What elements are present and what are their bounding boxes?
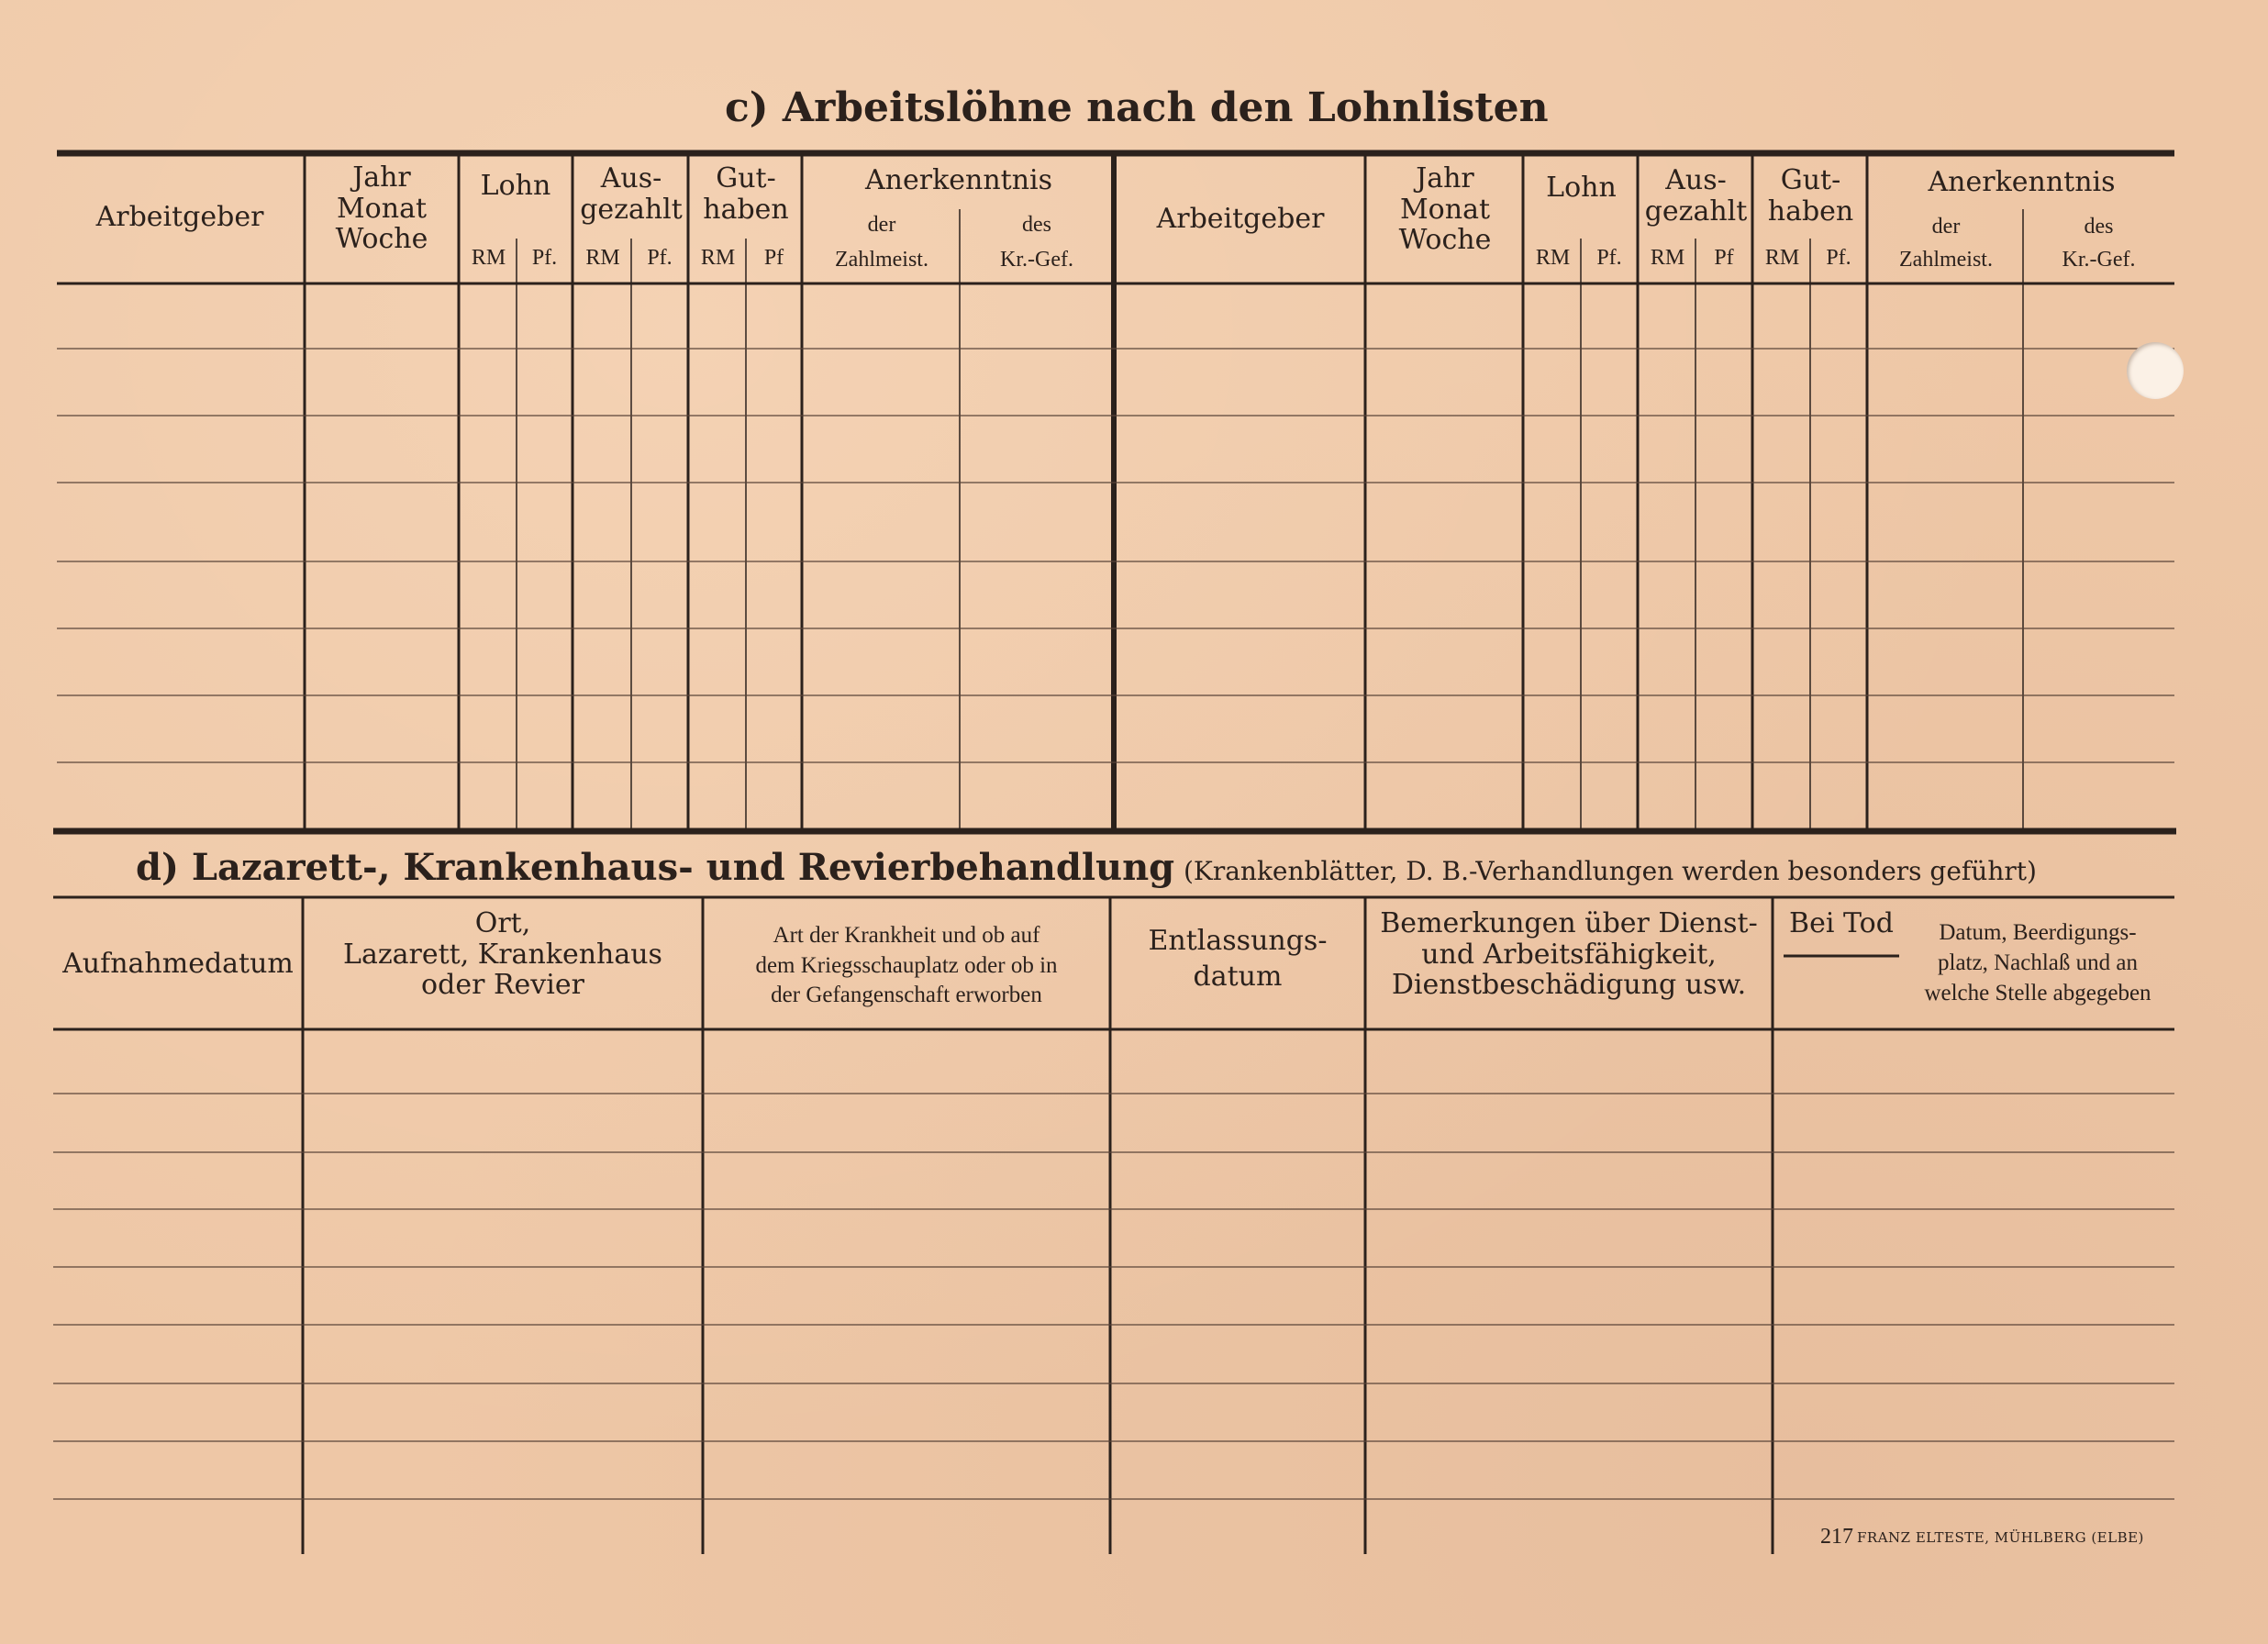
- printer-imprint: FRANZ ELTESTE, MÜHLBERG (ELBE): [1857, 1529, 2144, 1546]
- header-art-line1: Art der Krankheit und ob auf: [773, 923, 1040, 948]
- header-guthaben-right: [1754, 165, 1867, 227]
- header-monat: Monat: [336, 192, 428, 225]
- header-ausgezahlt-pf-left: Pf.: [647, 246, 673, 270]
- header-guthaben-rm-right: RM: [1764, 246, 1800, 270]
- header-datum-beerdigung: [1901, 917, 2174, 1008]
- header-bemerkungen: [1367, 908, 1771, 1001]
- punch-hole: [2127, 342, 2184, 399]
- header-woche: Woche: [335, 223, 428, 256]
- header-des-left: des: [1022, 213, 1051, 237]
- header-monat: Monat: [1399, 193, 1491, 226]
- header-entlassungsdatum: [1112, 923, 1363, 994]
- header-jahr-monat-woche-right: [1367, 163, 1523, 256]
- header-dat-line3: welche Stelle abgegeben: [1924, 981, 2151, 1005]
- header-art-der-krankheit: [705, 921, 1108, 1011]
- header-jahr-monat-woche-left: [306, 162, 457, 255]
- header-anerkenntnis-left: Anerkenntnis: [864, 164, 1053, 196]
- header-gezahlt: gezahlt: [1644, 194, 1748, 228]
- header-bem-line2: und Arbeitsfähigkeit,: [1421, 938, 1717, 971]
- header-entl-line2: datum: [1193, 961, 1283, 993]
- header-dat-line2: platz, Nachlaß und an: [1938, 950, 2138, 975]
- header-aus: Aus-: [1665, 164, 1727, 196]
- header-gut: Gut-: [1780, 164, 1841, 196]
- header-bem-line3: Dienstbeschädigung usw.: [1391, 969, 1747, 1002]
- header-art-line3: der Gefangenschaft erworben: [771, 983, 1042, 1007]
- header-ausgezahlt-rm-left: RM: [585, 246, 620, 270]
- header-zahlmeist-left: Zahlmeist.: [835, 248, 928, 272]
- header-dat-line1: Datum, Beerdigungs-: [1939, 920, 2137, 945]
- header-arbeitgeber-left: Arbeitgeber: [95, 201, 264, 233]
- header-des-right: des: [2084, 215, 2114, 239]
- header-aufnahmedatum: Aufnahmedatum: [62, 948, 294, 980]
- header-aus: Aus-: [600, 162, 662, 194]
- header-zahlmeist-right: Zahlmeist.: [1899, 248, 1993, 272]
- section-c-title: c) Arbeitslöhne nach den Lohnlisten: [725, 84, 1549, 131]
- header-ausgezahlt-right: [1640, 165, 1752, 227]
- header-guthaben-pf-left: Pf: [763, 246, 784, 270]
- header-woche: Woche: [1398, 224, 1492, 257]
- header-lohn-right: Lohn: [1546, 172, 1617, 204]
- header-bem-line1: Bemerkungen über Dienst-: [1380, 907, 1758, 939]
- header-krgef-right: Kr.-Gef.: [2062, 248, 2136, 272]
- header-haben: haben: [703, 193, 789, 226]
- header-lohn-rm-left: RM: [471, 246, 506, 270]
- header-ort-line2: Lazarett, Krankenhaus: [343, 938, 662, 971]
- header-lohn-pf-left: Pf.: [531, 246, 558, 270]
- header-ausgezahlt-left: [574, 163, 688, 225]
- header-entl-line1: Entlassungs-: [1148, 925, 1328, 957]
- form-number: 217: [1820, 1525, 1853, 1549]
- header-der-left: der: [867, 213, 896, 237]
- header-lohn-pf-right: Pf.: [1596, 246, 1622, 270]
- header-anerkenntnis-right: Anerkenntnis: [1928, 166, 2116, 198]
- header-lohn-rm-right: RM: [1535, 246, 1571, 270]
- header-art-line2: dem Kriegsschauplatz oder ob in: [755, 952, 1058, 978]
- header-haben: haben: [1767, 194, 1854, 228]
- header-ort-line1: Ort,: [474, 907, 531, 939]
- header-guthaben-pf-right: Pf.: [1826, 246, 1851, 270]
- header-arbeitgeber-right: Arbeitgeber: [1156, 203, 1325, 235]
- header-bei-tod: Bei Tod: [1789, 907, 1894, 939]
- header-ort-line3: oder Revier: [421, 969, 584, 1002]
- header-gut: Gut-: [716, 162, 776, 194]
- header-der-right: der: [1931, 215, 1961, 239]
- header-ausgezahlt-rm-right: RM: [1650, 246, 1685, 270]
- section-d-title: d) Lazarett-, Krankenhaus- und Revierbehandlung: [136, 846, 1175, 889]
- header-ausgezahlt-pf-right: Pf: [1714, 246, 1734, 270]
- section-d-subtitle: (Krankenblätter, D. B.-Verhandlungen werden besonders geführt): [1184, 856, 2037, 886]
- header-gezahlt: gezahlt: [580, 193, 683, 226]
- header-lohn-left: Lohn: [480, 170, 551, 202]
- header-jahr: Jahr: [352, 161, 411, 194]
- header-jahr: Jahr: [1416, 162, 1474, 194]
- header-krgef-left: Kr.-Gef.: [1000, 248, 1073, 272]
- header-guthaben-left: [690, 163, 802, 225]
- header-ort: [305, 908, 701, 1001]
- header-guthaben-rm-left: RM: [700, 246, 736, 270]
